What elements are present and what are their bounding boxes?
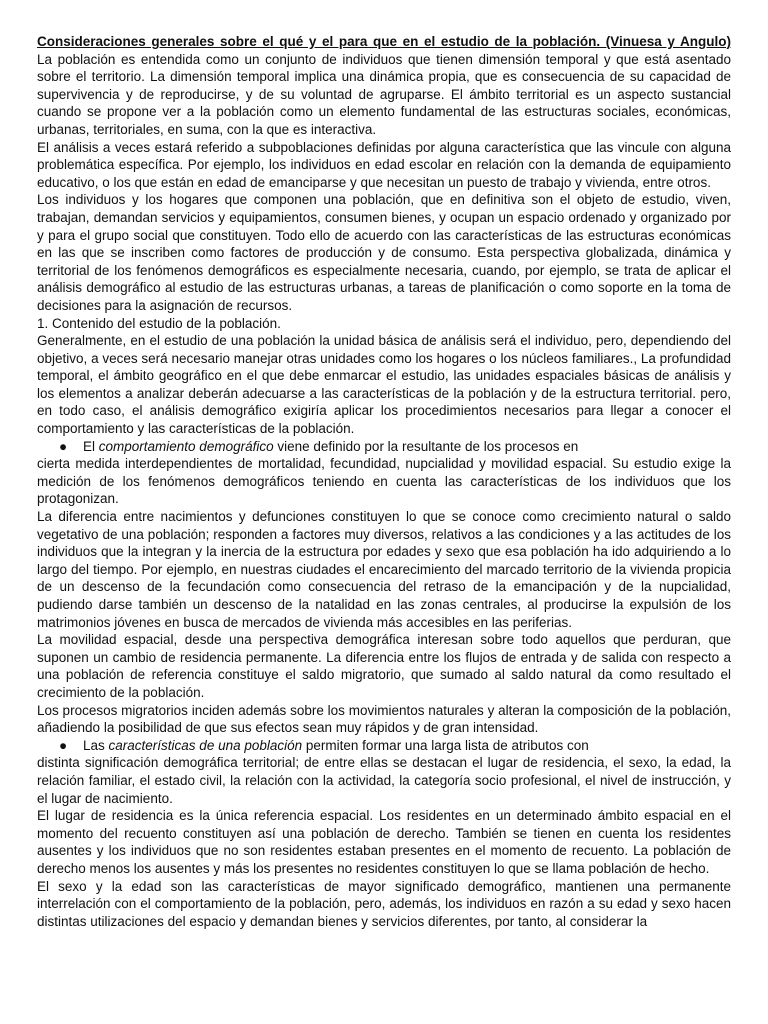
- bullet-dot-icon: ●: [59, 438, 68, 454]
- document-page: [37, 33, 731, 930]
- bullet-text-post: permiten formar una larga lista de atributos con: [302, 737, 589, 753]
- paragraph-sex-age: El sexo y la edad son las características de mayor significado demográfico, mantienen una permanente interrelación con el comportamiento de la población, pero, además, los individuos en razón a su edad y sexo hacen distintas utilizaciones del espacio y demandan bienes y servicios diferentes, por tanto, al considerar la: [37, 878, 731, 929]
- paragraph-migration: Los procesos migratorios inciden además sobre los movimientos naturales y alteran la composición de la población, añadiendo la posibilidad de que sus efectos sean muy rápidos y de gran intensidad.: [37, 702, 731, 736]
- paragraph-natural-growth: La diferencia entre nacimientos y defunciones constituyen lo que se conoce como crecimiento natural o saldo vegetativo de una población; responden a factores muy diversos, relativos a las condiciones y a las actitudes de los individuos que la integran y la inercia de la estructura por edades y sexo que esa población ha ido adquiriendo a lo largo del tiempo. Por ejemplo, en nuestras ciudades el encarecimiento del marcado territorio de la vivienda propicia de un descenso de la fecundación como consecuencia del retraso de la emancipación y de la nupcialidad, pudiendo darse también un descenso de la natalidad en las zonas centrales, al producirse la expulsión de los matrimonios jóvenes en busca de mercados de vivienda más accesibles en las periferias.: [37, 509, 731, 630]
- bullet-text-pre: Las: [83, 737, 109, 753]
- paragraph-spatial-mobility: La movilidad espacial, desde una perspectiva demográfica interesan sobre todo aquellos que perduran, que suponen un cambio de residencia permanente. La diferencia entre los flujos de entrada y de salida con respecto a una población de referencia constituye el saldo migratorio, que sumado al saldo natural da como resultado el crecimiento de la población.: [37, 632, 731, 700]
- section-heading-contenido: 1. Contenido del estudio de la población.: [37, 315, 281, 331]
- paragraph-unit-of-analysis: Generalmente, en el estudio de una población la unidad básica de análisis será el individuo, pero, dependiendo del objetivo, a veces será necesario manejar otras unidades como los hogares o los núcleos familiares., La profundidad temporal, el ámbito geográfico en el que debe enmarcar el estudio, las unidades espaciales básicas de análisis y los elementos a analizar deberán adecuarse a las características de la población y de la estructura territorial. pero, en todo caso, el análisis demográfico exigiría aplicar los procedimientos necesarios para llegar a conocer el comportamiento y las características de la población.: [37, 333, 731, 437]
- bullet-item-caracteristicas: [37, 737, 731, 755]
- bullet-text-pre: El: [83, 438, 99, 454]
- bullet-emphasis: comportamiento demográfico: [98, 438, 274, 454]
- bullet-continuation-comportamiento: cierta medida interdependientes de mortalidad, fecundidad, nupcialidad y movilidad espacial. Su estudio exige la medición de los fenómenos demográficos teniendo en cuenta las características de los individuos que los protagonizan.: [37, 456, 731, 507]
- paragraph-subpopulations: El análisis a veces estará referido a subpoblaciones definidas por alguna característica que las vincule con alguna problemática específica. Por ejemplo, los individuos en edad escolar en relación con la demanda de equipamiento educativo, o los que están en edad de emanciparse y que necesitan un puesto de trabajo y vivienda, entre otros.: [37, 139, 731, 190]
- bullet-text-post: viene definido por la resultante de los procesos en: [273, 438, 579, 454]
- bullet-emphasis: características de una población: [108, 737, 303, 753]
- paragraph-households: Los individuos y los hogares que componen una población, que en definitiva son el objeto de estudio, viven, trabajan, demandan servicios y equipamientos, consumen bienes, y ocupan un espacio ordenado y organizado por y para el grupo social que constituyen. Todo ello de acuerdo con las características de las estructuras económicas en las que se inscriben como factores de producción y de consumo. Esta perspectiva globalizada, dinámica y territorial de los fenómenos demográficos es especialmente necesaria, cuando, por ejemplo, se trata de aplicar el análisis demográfico al estudio de las estructuras urbanas, a tareas de planificación o como soporte en la toma de decisiones para la asignación de recursos.: [37, 192, 731, 313]
- paragraph-intro: La población es entendida como un conjunto de individuos que tienen dimensión temporal y que está asentado sobre el territorio. La dimensión temporal implica una dinámica propia, que es consecuencia de su capacidad de supervivencia y de reproducirse, y de su voluntad de agruparse. El ámbito territorial es un aspecto sustancial cuando se propone ver a la población como un elemento fundamental de las estructuras sociales, económicas, urbanas, territoriales, en suma, con la que es interactiva.: [37, 51, 731, 137]
- paragraph-residence: El lugar de residencia es la única referencia espacial. Los residentes en un determinado ámbito espacial en el momento del recuento constituyen así una población de derecho. También se tienen en cuenta los residentes ausentes y los individuos que no son residentes estaban presentes en el momento de recuento. La población de derecho menos los ausentes y más los presentes no residentes constituyen lo que se llama población de hecho.: [37, 808, 731, 876]
- bullet-item-comportamiento: [37, 438, 731, 456]
- bullet-dot-icon: ●: [59, 737, 68, 753]
- bullet-continuation-caracteristicas: distinta significación demográfica territorial; de entre ellas se destacan el lugar de residencia, el sexo, la edad, la relación familiar, el estado civil, la relación con la actividad, la categoría socio profesional, el nivel de instrucción, y el lugar de nacimiento.: [37, 755, 731, 806]
- document-title: Consideraciones generales sobre el qué y el para que en el estudio de la población. (Vinuesa y Angulo): [37, 34, 731, 49]
